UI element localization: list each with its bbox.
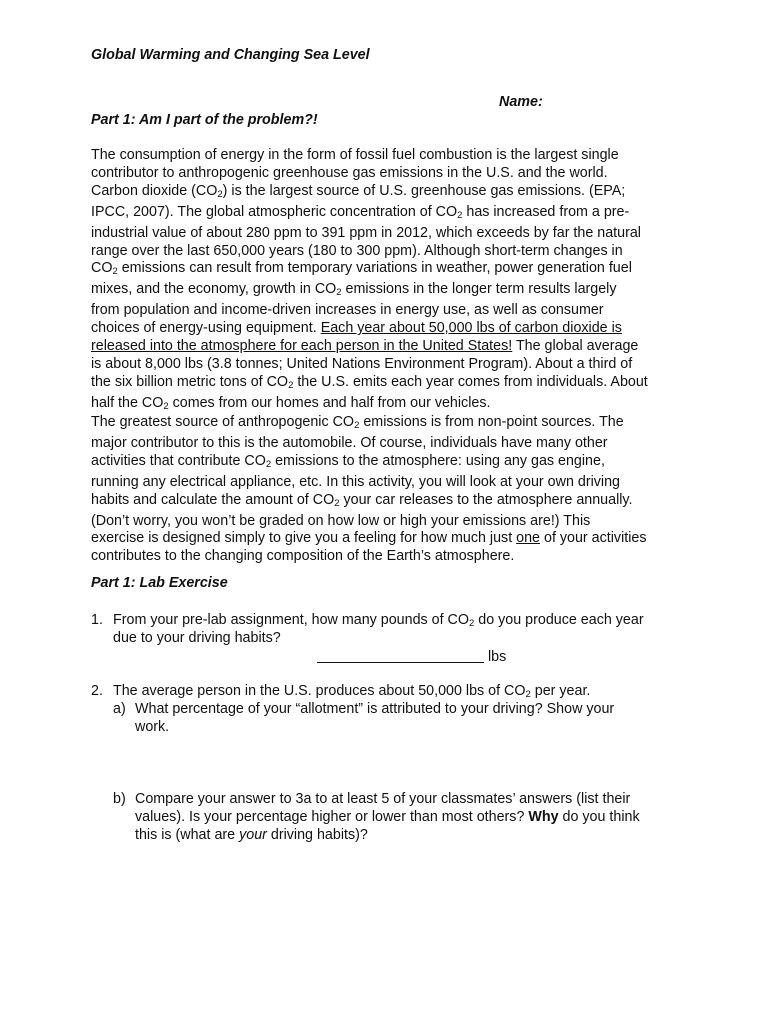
question-2a-continuation: work. [135,719,170,735]
document-title: Global Warming and Changing Sea Level [91,47,370,63]
paragraph-line: exercise is designed simply to give you a feeling for how much just one of your activities [91,530,647,547]
answer-blank-lbs[interactable] [317,647,506,665]
question-2b-continuation: values). Is your percentage higher or lower than most others? Why do you think [135,809,640,825]
emphasis-underline: released into the atmosphere for each person in the United States! [91,338,513,355]
paragraph-line: The greatest source of anthropogenic $CO_2$ emissions is from non-point sources. The [91,414,624,431]
italic-your: your [239,827,267,843]
paragraph-line: released into the atmosphere for each person in the United States! The global average [91,338,639,355]
answer-line[interactable] [317,647,484,663]
question-1: 1. From your pre-lab assignment, how many pounds of $CO_2$ do you produce each year [91,612,644,629]
sources-paragraph [91,414,691,566]
bold-why: Why [528,809,559,825]
paragraph-line: major contributor to this is the automobile. Of course, individuals have many other [91,434,608,451]
lab-exercise-heading: Part 1: Lab Exercise [91,575,228,591]
name-label: Name: [499,94,543,110]
paragraph-line: mixes, and the economy, growth in $CO_2$ emissions in the longer term results largely [91,281,617,299]
paragraph-line: habits and calculate the amount of $CO_2$ your car releases to the atmosphere annually. [91,491,633,509]
unit-label: lbs [487,649,507,665]
paragraph-line: range over the last 650,000 years (180 to 300 ppm). Although short-term changes in [91,242,623,259]
paragraph-line: contributor to anthropogenic greenhouse gas emissions in the U.S. and the world. [91,164,608,181]
question-1-continuation: due to your driving habits? [113,630,281,646]
question-2a: a) What percentage of your “allotment” is attributed to your driving? Show your [113,701,615,717]
paragraph-line: the six billion metric tons of $CO_2$ the U.S. emits each year comes from individuals. About [91,373,648,391]
intro-paragraph [91,147,691,416]
paragraph-line: from population and income-driven increases in energy use, as well as consumer [91,302,604,319]
paragraph-line: industrial value of about 280 ppm to 391 ppm in 2012, which exceeds by far the natural [91,224,641,241]
paragraph-line: choices of energy-using equipment. Each year about 50,000 lbs of carbon dioxide is [91,320,622,337]
part1-heading: Part 1: Am I part of the problem?! [91,112,318,128]
question-2b-continuation: this is (what are your driving habits)? [135,827,368,843]
paragraph-line: is about 8,000 lbs (3.8 tonnes; United Nations Environment Program). About a third of [91,355,633,372]
question-2: 2. The average person in the U.S. produces about 50,000 lbs of $CO_2$ per year. [91,683,591,700]
paragraph-line: $CO_2$ emissions can result from temporary variations in weather, power generation fuel [91,260,632,278]
paragraph-line: contributes to the changing composition of the Earth’s atmosphere. [91,548,515,565]
emphasis-underline: one [516,530,541,547]
paragraph-line: running any electrical appliance, etc. In this activity, you will look at your own driving [91,473,620,490]
question-2b: b) Compare your answer to 3a to at least 5 of your classmates’ answers (list their [113,791,631,807]
paragraph-line: half the $CO_2$ comes from our homes and half from our vehicles. [91,394,491,412]
paragraph-line: The consumption of energy in the form of fossil fuel combustion is the largest single [91,147,619,163]
emphasis-underline: Each year about 50,000 lbs of carbon dioxide is [320,320,622,337]
paragraph-line: Carbon dioxide $(CO_2)$ is the largest source of U.S. greenhouse gas emissions. (EPA; [91,182,626,200]
paragraph-line: activities that contribute $CO_2$ emissions to the atmosphere: using any gas engine, [91,452,605,470]
paragraph-line: (Don’t worry, you won’t be graded on how low or high your emissions are!) This [91,512,591,529]
paragraph-line: IPCC, 2007). The global atmospheric concentration of $CO_2$ has increased from a pre- [91,203,630,221]
